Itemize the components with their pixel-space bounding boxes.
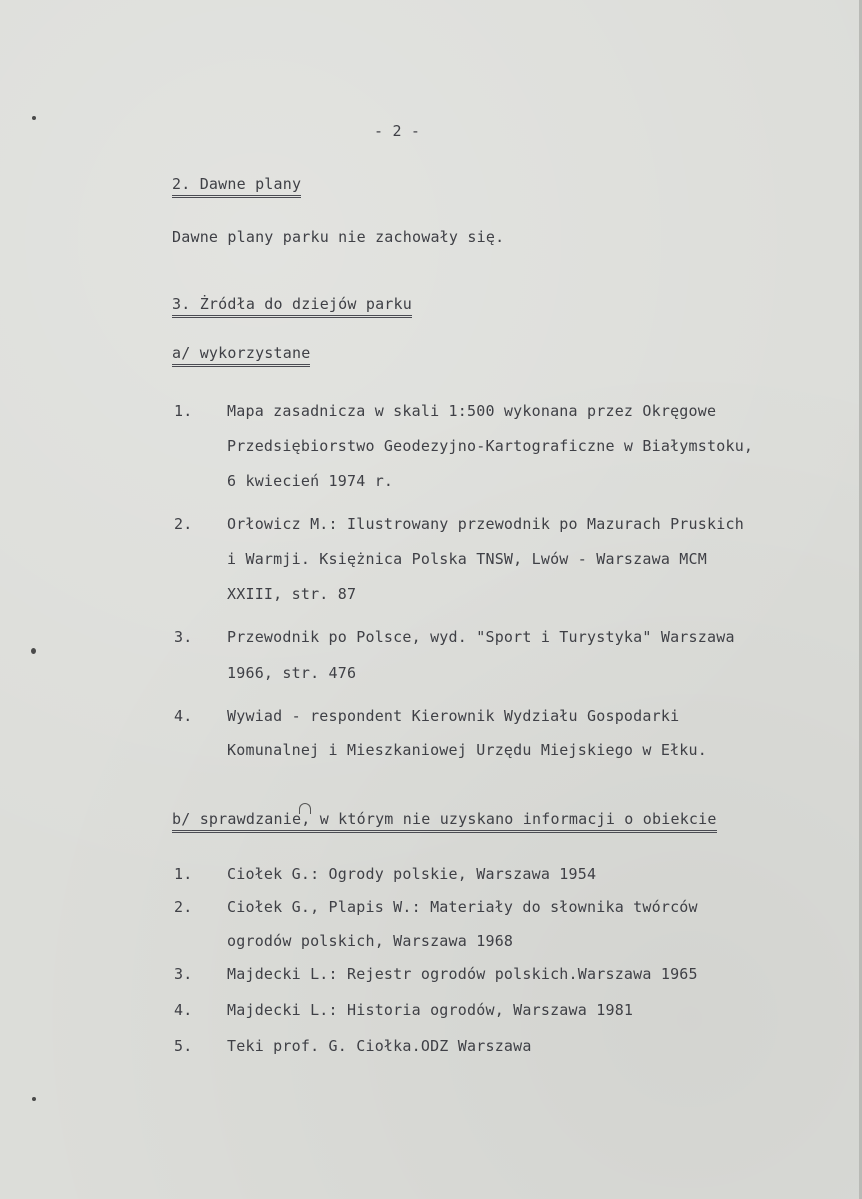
item-line: XXIII, str. 87 (227, 585, 357, 603)
section-3-heading: 3. Żródła do dziejów parku (172, 295, 412, 318)
section-2-heading: 2. Dawne plany (172, 175, 301, 198)
paper-speck (32, 116, 36, 120)
item-line: Ciołek G., Plapis W.: Materiały do słownika twórców (227, 898, 698, 916)
paper-speck (31, 648, 36, 654)
item-line: Teki prof. G. Ciołka.ODZ Warszawa (227, 1037, 532, 1055)
item-line: Komunalnej i Mieszkaniowej Urzędu Miejskiego w Ełku. (227, 741, 707, 759)
paper-speck (32, 1097, 36, 1101)
item-number: 2. (174, 898, 193, 916)
item-line: Majdecki L.: Rejestr ogrodów polskich.Warszawa 1965 (227, 965, 698, 983)
item-line: Majdecki L.: Historia ogrodów, Warszawa 1981 (227, 1001, 634, 1019)
subsection-a-heading: a/ wykorzystane (172, 344, 310, 367)
item-number: 5. (174, 1037, 193, 1055)
item-number: 1. (174, 865, 193, 883)
item-line: i Warmji. Księżnica Polska TNSW, Lwów - Warszawa MCM (227, 550, 707, 568)
item-number: 3. (174, 965, 193, 983)
page-number: - 2 - (374, 122, 421, 140)
item-line: Wywiad - respondent Kierownik Wydziału Gospodarki (227, 707, 680, 725)
item-line: ogrodów polskich, Warszawa 1968 (227, 932, 514, 950)
item-number: 4. (174, 707, 193, 725)
item-number: 4. (174, 1001, 193, 1019)
item-number: 3. (174, 628, 193, 646)
item-line: Ciołek G.: Ogrody polskie, Warszawa 1954 (227, 865, 597, 883)
item-number: 2. (174, 515, 193, 533)
item-number: 1. (174, 402, 193, 420)
item-line: Przewodnik po Polsce, wyd. "Sport i Turystyka" Warszawa (227, 628, 735, 646)
item-line: Przedsiębiorstwo Geodezyjno-Kartograficzne w Białymstoku, (227, 437, 754, 455)
item-line: Mapa zasadnicza w skali 1:500 wykonana przez Okręgowe (227, 402, 717, 420)
item-line: 1966, str. 476 (227, 664, 357, 682)
item-line: Orłowicz M.: Ilustrowany przewodnik po Mazurach Pruskich (227, 515, 744, 533)
item-line: 6 kwiecień 1974 r. (227, 472, 394, 490)
subsection-b-heading: b/ sprawdzanie, w którym nie uzyskano informacji o obiekcie (172, 810, 717, 833)
section-2-text: Dawne plany parku nie zachowały się. (172, 228, 505, 246)
